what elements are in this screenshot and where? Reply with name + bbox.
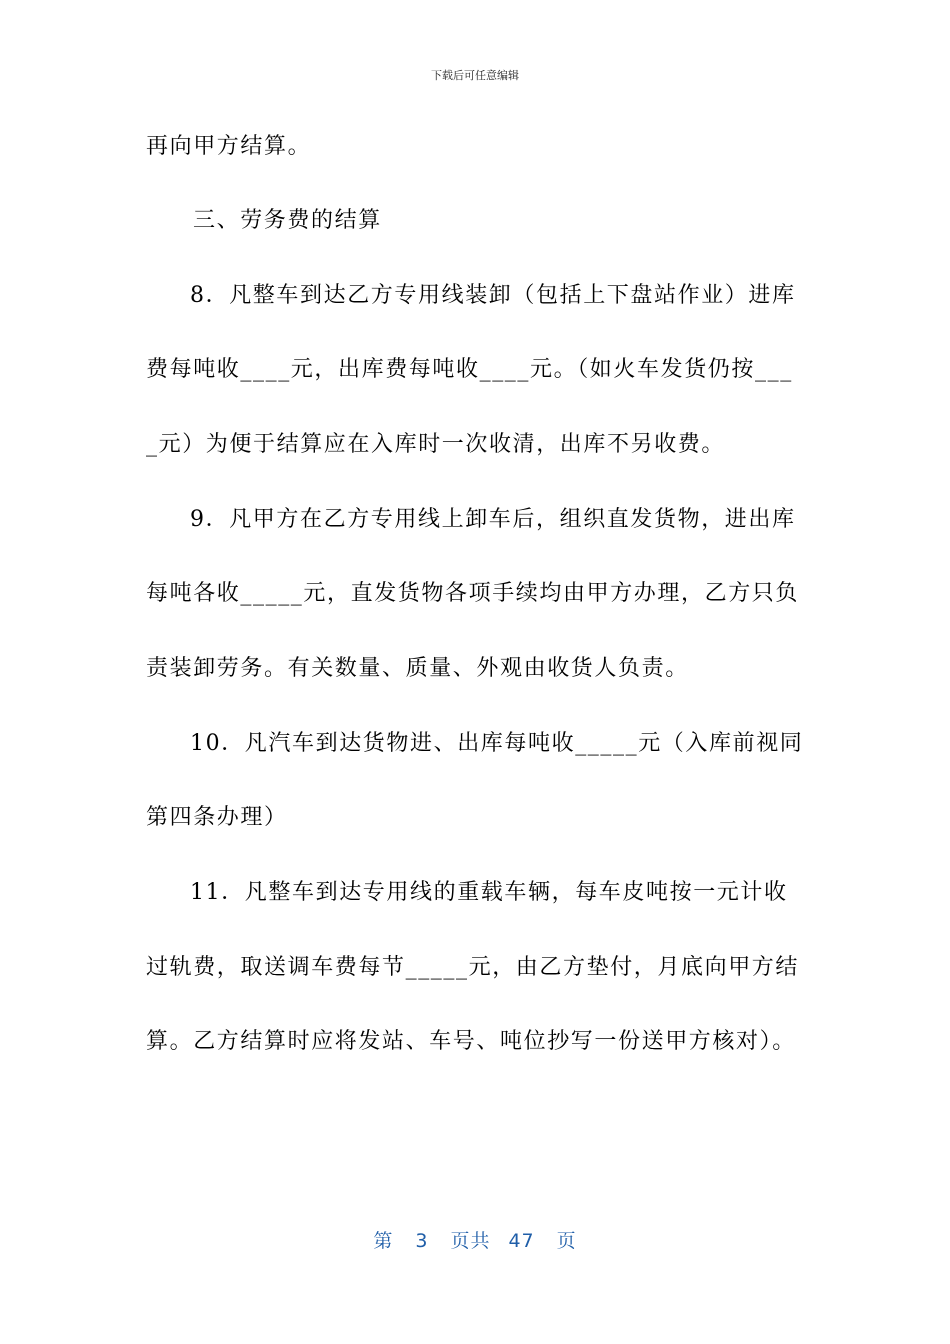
footer-middle: 页共 [450,1230,491,1252]
footer-current-page: 3 [415,1230,429,1252]
text-line: 10．凡汽车到达货物进、出库每吨收_____元（入库前视同 [190,731,804,756]
section-heading: 三、劳务费的结算 [193,208,382,233]
text-line: 11．凡整车到达专用线的重载车辆，每车皮吨按一元计收 [190,880,788,905]
text-line: 8．凡整车到达乙方专用线装卸（包括上下盘站作业）进库 [190,283,796,308]
text-line: 费每吨收____元，出库费每吨收____元。（如火车发货仍按___ [146,357,793,382]
text-line: 每吨各收_____元，直发货物各项手续均由甲方办理，乙方只负 [146,581,800,606]
text-line: 过轨费，取送调车费每节_____元，由乙方垫付，月底向甲方结 [146,955,800,980]
text-line: 再向甲方结算。 [146,134,312,159]
text-line: _元）为便于结算应在入库时一次收清，出库不另收费。 [146,432,726,457]
text-line: 责装卸劳务。有关数量、质量、外观由收货人负责。 [146,656,689,681]
footer-prefix: 第 [373,1230,394,1252]
header-note: 下载后可任意编辑 [431,69,519,82]
page-footer [0,1226,950,1253]
text-line: 第四条办理） [146,805,288,830]
text-line: 算。乙方结算时应将发站、车号、吨位抄写一份送甲方核对）。 [146,1029,796,1054]
footer-total-pages: 47 [508,1230,535,1252]
text-line: 9．凡甲方在乙方专用线上卸车后，组织直发货物，进出库 [190,507,796,532]
footer-suffix: 页 [556,1230,577,1252]
